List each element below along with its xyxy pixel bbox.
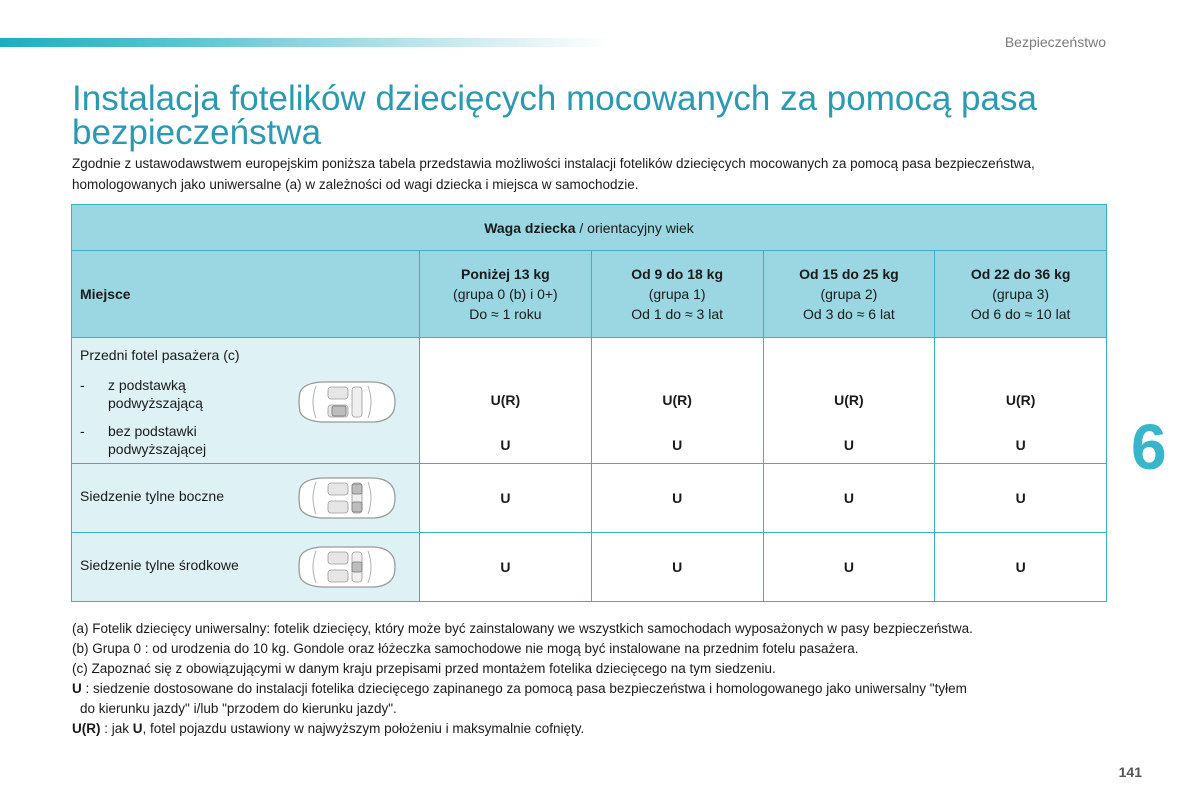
table-row-rear-side bbox=[72, 464, 1107, 533]
column-age: Od 3 do ≈ 6 lat bbox=[803, 306, 895, 322]
column-age: Od 1 do ≈ 3 lat bbox=[631, 306, 723, 322]
bullet-dash: - bbox=[80, 423, 85, 439]
front-values-cell-3 bbox=[935, 338, 1107, 464]
weight-header-rest: / orientacyjny wiek bbox=[575, 219, 694, 236]
footnote-ur-text-2: , fotel pojazdu ustawiony w najwyższym położeniu i maksymalnie cofnięty. bbox=[142, 721, 585, 736]
column-group: (grupa 1) bbox=[648, 286, 706, 302]
front-sub-booster-line2: podwyższającą bbox=[108, 395, 203, 411]
column-weight: Od 22 do 36 kg bbox=[970, 266, 1071, 282]
child-seat-table bbox=[71, 204, 1107, 602]
footnote-ur-inline-key: U bbox=[132, 721, 143, 736]
weight-header-cell bbox=[72, 205, 1107, 251]
weight-header-row bbox=[72, 205, 1107, 251]
front-sub-no-booster-line1: bez podstawki bbox=[108, 423, 197, 439]
rear-middle-value-0: U bbox=[420, 533, 592, 602]
rear-side-value-0: U bbox=[420, 464, 592, 533]
value-u: U bbox=[1015, 437, 1026, 453]
front-sub-booster-line1: z podstawką bbox=[108, 377, 186, 393]
front-sub-no-booster-line2: podwyższającej bbox=[108, 441, 207, 457]
column-group: (grupa 3) bbox=[992, 286, 1050, 302]
header-accent-bar bbox=[0, 38, 610, 47]
column-header-row bbox=[72, 251, 1107, 338]
footnote-ur bbox=[72, 719, 1112, 739]
column-group: (grupa 2) bbox=[820, 286, 878, 302]
front-values-cell-1 bbox=[591, 338, 763, 464]
intro-paragraph: Zgodnie z ustawodawstwem europejskim poniższa tabela przedstawia możliwości instalacji fotelików dziecięcych mocowanych za pomocą pasa bezpieczeństwa, homologowanych jako uniwersalne (a) w zależności od wagi dziecka i miejsca w samochodzie. bbox=[72, 156, 1035, 192]
front-seat-title: Przedni fotel pasażera (c) bbox=[80, 347, 240, 363]
car-top-view-front-seat-icon bbox=[294, 378, 398, 426]
footnote-u-key: U bbox=[72, 681, 82, 696]
column-weight: Poniżej 13 kg bbox=[461, 266, 550, 282]
footnote-u-text-2: do kierunku jazdy" i/lub "przodem do kierunku jazdy". bbox=[80, 701, 397, 716]
table-row-rear-middle bbox=[72, 533, 1107, 602]
footnote-ur-key: U(R) bbox=[72, 721, 101, 736]
footnote-u-text-1: : siedzenie dostosowane do instalacji fotelika dziecięcego zapinanego za pomocą pasa bezpieczeństwa i homologowanego jako uniwersalny "tyłem bbox=[81, 681, 967, 696]
chapter-number: 6 bbox=[1131, 411, 1167, 483]
front-values-cell-0 bbox=[420, 338, 592, 464]
value-u: U bbox=[843, 437, 854, 453]
column-header-group-0 bbox=[420, 251, 592, 338]
value-ur: U(R) bbox=[1005, 392, 1036, 408]
value-ur: U(R) bbox=[662, 392, 692, 408]
place-cell-rear-middle bbox=[72, 533, 420, 602]
rear-side-value-3: U bbox=[935, 464, 1107, 533]
column-age: Do ≈ 1 roku bbox=[469, 306, 542, 322]
column-age: Od 6 do ≈ 10 lat bbox=[970, 306, 1071, 322]
place-cell-rear-side bbox=[72, 464, 420, 533]
column-weight: Od 15 do 25 kg bbox=[799, 266, 899, 282]
footnote-a: (a) Fotelik dziecięcy uniwersalny: fotelik dziecięcy, który może być zainstalowany we wszystkich samochodach wyposażonych w pasy bezpieczeństwa. bbox=[72, 621, 973, 636]
column-header-group-1 bbox=[591, 251, 763, 338]
front-values-cell-2 bbox=[763, 338, 935, 464]
page-title: Instalacja fotelików dziecięcych mocowanych za pomocą pasa bezpieczeństwa bbox=[72, 79, 1037, 152]
rear-side-label: Siedzenie tylne boczne bbox=[80, 488, 224, 504]
footnote-u bbox=[72, 679, 1112, 719]
place-cell-front bbox=[72, 338, 420, 464]
column-header-group-2 bbox=[763, 251, 935, 338]
rear-side-value-2: U bbox=[763, 464, 935, 533]
table-row-front-seat bbox=[72, 338, 1107, 464]
value-ur: U(R) bbox=[834, 392, 864, 408]
section-label: Bezpieczeństwo bbox=[1004, 34, 1106, 50]
value-ur: U(R) bbox=[490, 392, 521, 408]
value-u: U bbox=[500, 437, 511, 453]
footnote-c: (c) Zapoznać się z obowiązującymi w danym kraju przepisami przed montażem fotelika dziecięcego na tym siedzeniu. bbox=[72, 661, 776, 676]
column-group: (grupa 0 (b) i 0+) bbox=[453, 286, 558, 302]
page-number: 141 bbox=[1118, 764, 1142, 780]
car-top-view-rear-middle-seat-icon bbox=[294, 543, 398, 591]
value-u: U bbox=[672, 437, 683, 453]
rear-middle-value-1: U bbox=[591, 533, 763, 602]
car-top-view-rear-side-seat-icon bbox=[294, 474, 398, 522]
footnotes bbox=[72, 619, 1112, 739]
column-header-group-3 bbox=[935, 251, 1107, 338]
bullet-dash: - bbox=[80, 377, 85, 393]
rear-side-value-1: U bbox=[591, 464, 763, 533]
footnote-b: (b) Grupa 0 : od urodzenia do 10 kg. Gondole oraz łóżeczka samochodowe nie mogą być instalowane na przednim fotelu pasażera. bbox=[72, 641, 859, 656]
rear-middle-value-2: U bbox=[763, 533, 935, 602]
weight-header-bold: Waga dziecka bbox=[484, 219, 576, 236]
place-header: Miejsce bbox=[72, 251, 420, 338]
column-weight: Od 9 do 18 kg bbox=[631, 266, 724, 282]
rear-middle-label: Siedzenie tylne środkowe bbox=[80, 557, 239, 573]
rear-middle-value-3: U bbox=[935, 533, 1107, 602]
footnote-ur-text-1: : jak bbox=[100, 721, 133, 736]
